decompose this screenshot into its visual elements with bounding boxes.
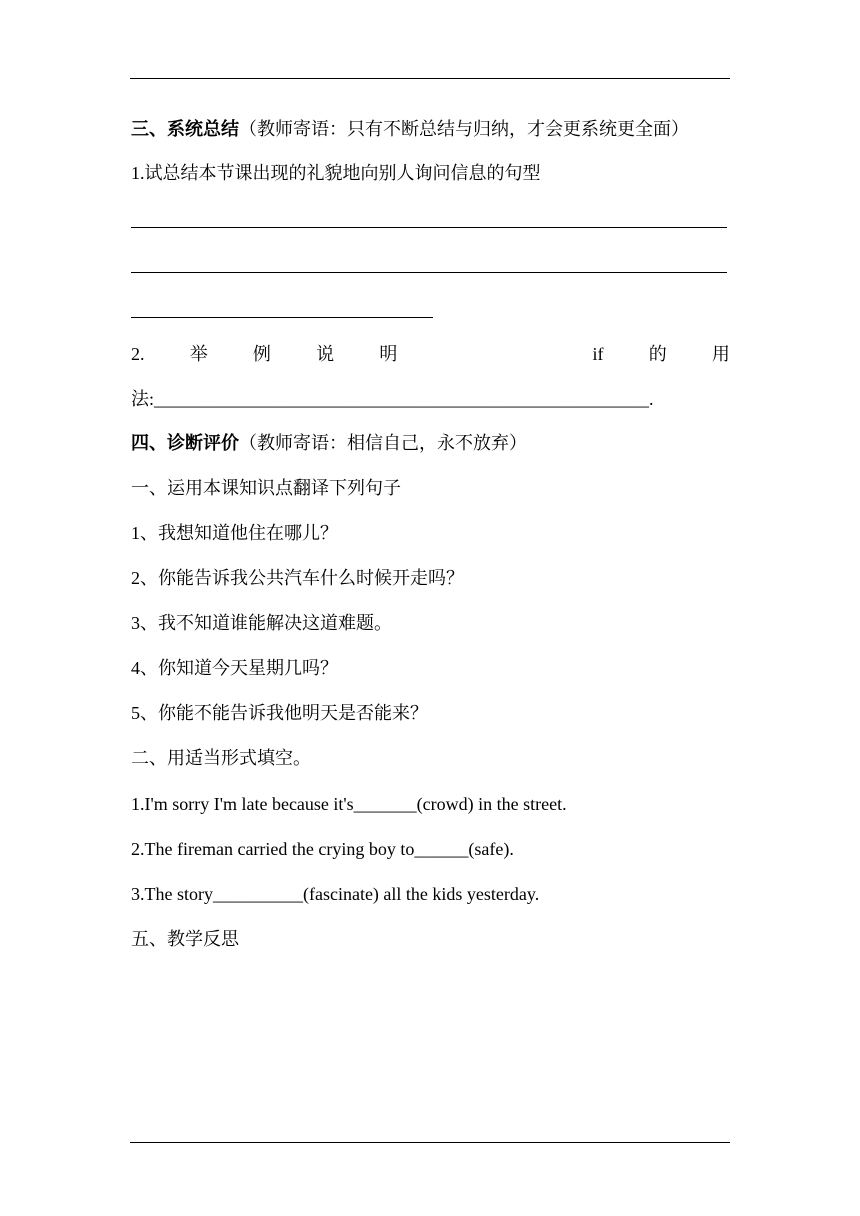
header-rule [130, 78, 730, 79]
q2-word: 明 [379, 344, 398, 364]
answer-line-3 [131, 317, 433, 318]
translation-item-3: 3、我不知道谁能解决这道难题。 [131, 613, 392, 633]
fill-in-item-2: 2.The fireman carried the crying boy to______(safe). [131, 839, 514, 859]
answer-line-1 [131, 227, 727, 228]
answer-line-2 [131, 272, 727, 273]
q2-word: 举 [189, 344, 208, 364]
fill-in-item-3: 3.The story__________(fascinate) all the kids yesterday. [131, 884, 540, 904]
q2-word: 2. [131, 344, 145, 364]
translation-item-2: 2、你能告诉我公共汽车什么时候开走吗？ [131, 568, 464, 588]
q2-word: if [592, 344, 604, 364]
section-4-note: （教师寄语：相信自己，永不放弃） [239, 433, 527, 453]
q2-word: 例 [252, 344, 271, 364]
section-3-heading [131, 118, 689, 140]
translation-item-1: 1、我想知道他住在哪儿？ [131, 523, 338, 543]
fill-in-item-1: 1.I'm sorry I'm late because it's_______(crowd) in the street. [131, 794, 567, 814]
section-4-heading [131, 432, 527, 454]
fill-in-heading: 二、用适当形式填空。 [131, 748, 311, 768]
section-4-title: 四、诊断评价 [131, 433, 239, 453]
q2-word: 说 [316, 344, 335, 364]
summary-question-2-continued: 法:_______________________________________________________. [131, 389, 654, 409]
summary-question-2 [131, 343, 730, 365]
q2-word: 的 [648, 344, 667, 364]
section-5-heading: 五、教学反思 [131, 929, 239, 949]
summary-question-1: 1.试总结本节课出现的礼貌地向别人询问信息的句型 [131, 163, 541, 183]
translation-heading: 一、运用本课知识点翻译下列句子 [131, 478, 401, 498]
translation-item-4: 4、你知道今天星期几吗？ [131, 658, 338, 678]
section-3-note: （教师寄语：只有不断总结与归纳，才会更系统更全面） [239, 119, 689, 139]
translation-item-5: 5、你能不能告诉我他明天是否能来？ [131, 703, 428, 723]
q2-word: 用 [711, 344, 730, 364]
section-3-title: 三、系统总结 [131, 119, 239, 139]
footer-rule [130, 1142, 730, 1143]
